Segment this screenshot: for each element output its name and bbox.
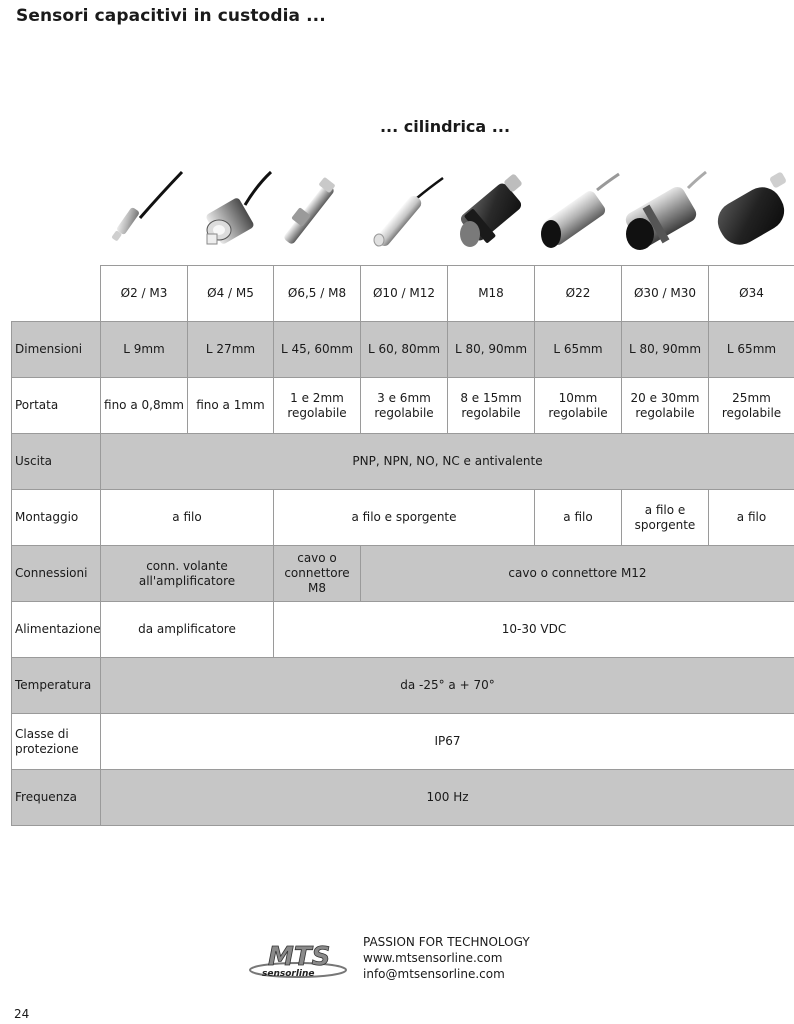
- table-cell: L 9mm: [101, 322, 188, 378]
- table-cell: da -25° a + 70°: [101, 658, 794, 714]
- table-cell: 10-30 VDC: [274, 602, 794, 658]
- table-cell: L 45, 60mm: [274, 322, 361, 378]
- table-cell: PNP, NPN, NO, NC e antivalente: [101, 434, 794, 490]
- size-header: Ø34: [709, 266, 794, 322]
- row-label: Frequenza: [12, 770, 101, 826]
- row-label: Portata: [12, 378, 101, 434]
- d22-cable-sensor-icon: [535, 160, 621, 260]
- row-connessioni: [12, 546, 794, 602]
- sensor-image-row: [100, 160, 794, 260]
- row-montaggio: [12, 490, 794, 546]
- thin-cable-sensor-icon: [100, 160, 186, 260]
- m8-connector-sensor-icon: [274, 160, 360, 260]
- m5-cable-sensor-icon: [187, 160, 273, 260]
- table-cell: cavo o connettore M8: [274, 546, 361, 602]
- row-frequenza: [12, 770, 794, 826]
- size-header: Ø30 / M30: [622, 266, 709, 322]
- table-cell: da amplificatore: [101, 602, 274, 658]
- page-subtitle: ... cilindrica ...: [379, 117, 511, 136]
- row-label: Uscita: [12, 434, 101, 490]
- mts-logo: [248, 938, 358, 982]
- table-cell: a filo: [535, 490, 622, 546]
- table-cell: L 65mm: [535, 322, 622, 378]
- row-label: Dimensioni: [12, 322, 101, 378]
- table-cell: a filo: [709, 490, 794, 546]
- row-label: Alimentazione: [12, 602, 101, 658]
- size-header: M18: [448, 266, 535, 322]
- table-cell: L 27mm: [188, 322, 274, 378]
- table-cell: L 80, 90mm: [448, 322, 535, 378]
- table-cell: conn. volante all'amplificatore: [101, 546, 274, 602]
- size-header: Ø22: [535, 266, 622, 322]
- row-temperatura: [12, 658, 794, 714]
- d34-sensor-icon: [709, 160, 794, 260]
- m30-sensor-icon: [622, 160, 708, 260]
- table-cell: 20 e 30mm regolabile: [622, 378, 709, 434]
- size-header-row: [12, 266, 794, 322]
- m18-sensor-icon: [448, 160, 534, 260]
- row-label: Connessioni: [12, 546, 101, 602]
- size-header: Ø4 / M5: [188, 266, 274, 322]
- table-cell: fino a 1mm: [188, 378, 274, 434]
- row-portata: [12, 378, 794, 434]
- table-cell: L 60, 80mm: [361, 322, 448, 378]
- table-cell: 10mm regolabile: [535, 378, 622, 434]
- row-uscita: [12, 434, 794, 490]
- logo-text: MTS: [268, 942, 331, 972]
- table-cell: 1 e 2mm regolabile: [274, 378, 361, 434]
- size-header: Ø2 / M3: [101, 266, 188, 322]
- footer-email[interactable]: info@mtsensorline.com: [363, 967, 505, 981]
- table-cell: a filo: [101, 490, 274, 546]
- footer-tagline: PASSION FOR TECHNOLOGY: [363, 935, 530, 949]
- table-cell: a filo e sporgente: [622, 490, 709, 546]
- table-cell: L 65mm: [709, 322, 794, 378]
- table-cell: L 80, 90mm: [622, 322, 709, 378]
- row-dimensioni: [12, 322, 794, 378]
- size-header: Ø6,5 / M8: [274, 266, 361, 322]
- smooth-cable-sensor-icon: [361, 160, 447, 260]
- size-header: Ø10 / M12: [361, 266, 448, 322]
- footer-website[interactable]: www.mtsensorline.com: [363, 951, 503, 965]
- row-label: Classe di protezione: [12, 714, 101, 770]
- page-number: 24: [14, 1007, 30, 1021]
- footer-contact: [363, 934, 530, 982]
- table-cell: IP67: [101, 714, 794, 770]
- table-cell: 3 e 6mm regolabile: [361, 378, 448, 434]
- table-cell: 25mm regolabile: [709, 378, 794, 434]
- header-blank-cell: [12, 266, 101, 322]
- table-cell: a filo e sporgente: [274, 490, 535, 546]
- row-label: Temperatura: [12, 658, 101, 714]
- row-classe-protezione: [12, 714, 794, 770]
- specs-table: [11, 265, 794, 826]
- table-cell: cavo o connettore M12: [361, 546, 794, 602]
- logo-subtext: sensorline: [262, 969, 315, 979]
- page-title: Sensori capacitivi in custodia ...: [16, 6, 326, 26]
- table-cell: 100 Hz: [101, 770, 794, 826]
- table-cell: fino a 0,8mm: [101, 378, 188, 434]
- row-label: Montaggio: [12, 490, 101, 546]
- table-cell: 8 e 15mm regolabile: [448, 378, 535, 434]
- row-alimentazione: [12, 602, 794, 658]
